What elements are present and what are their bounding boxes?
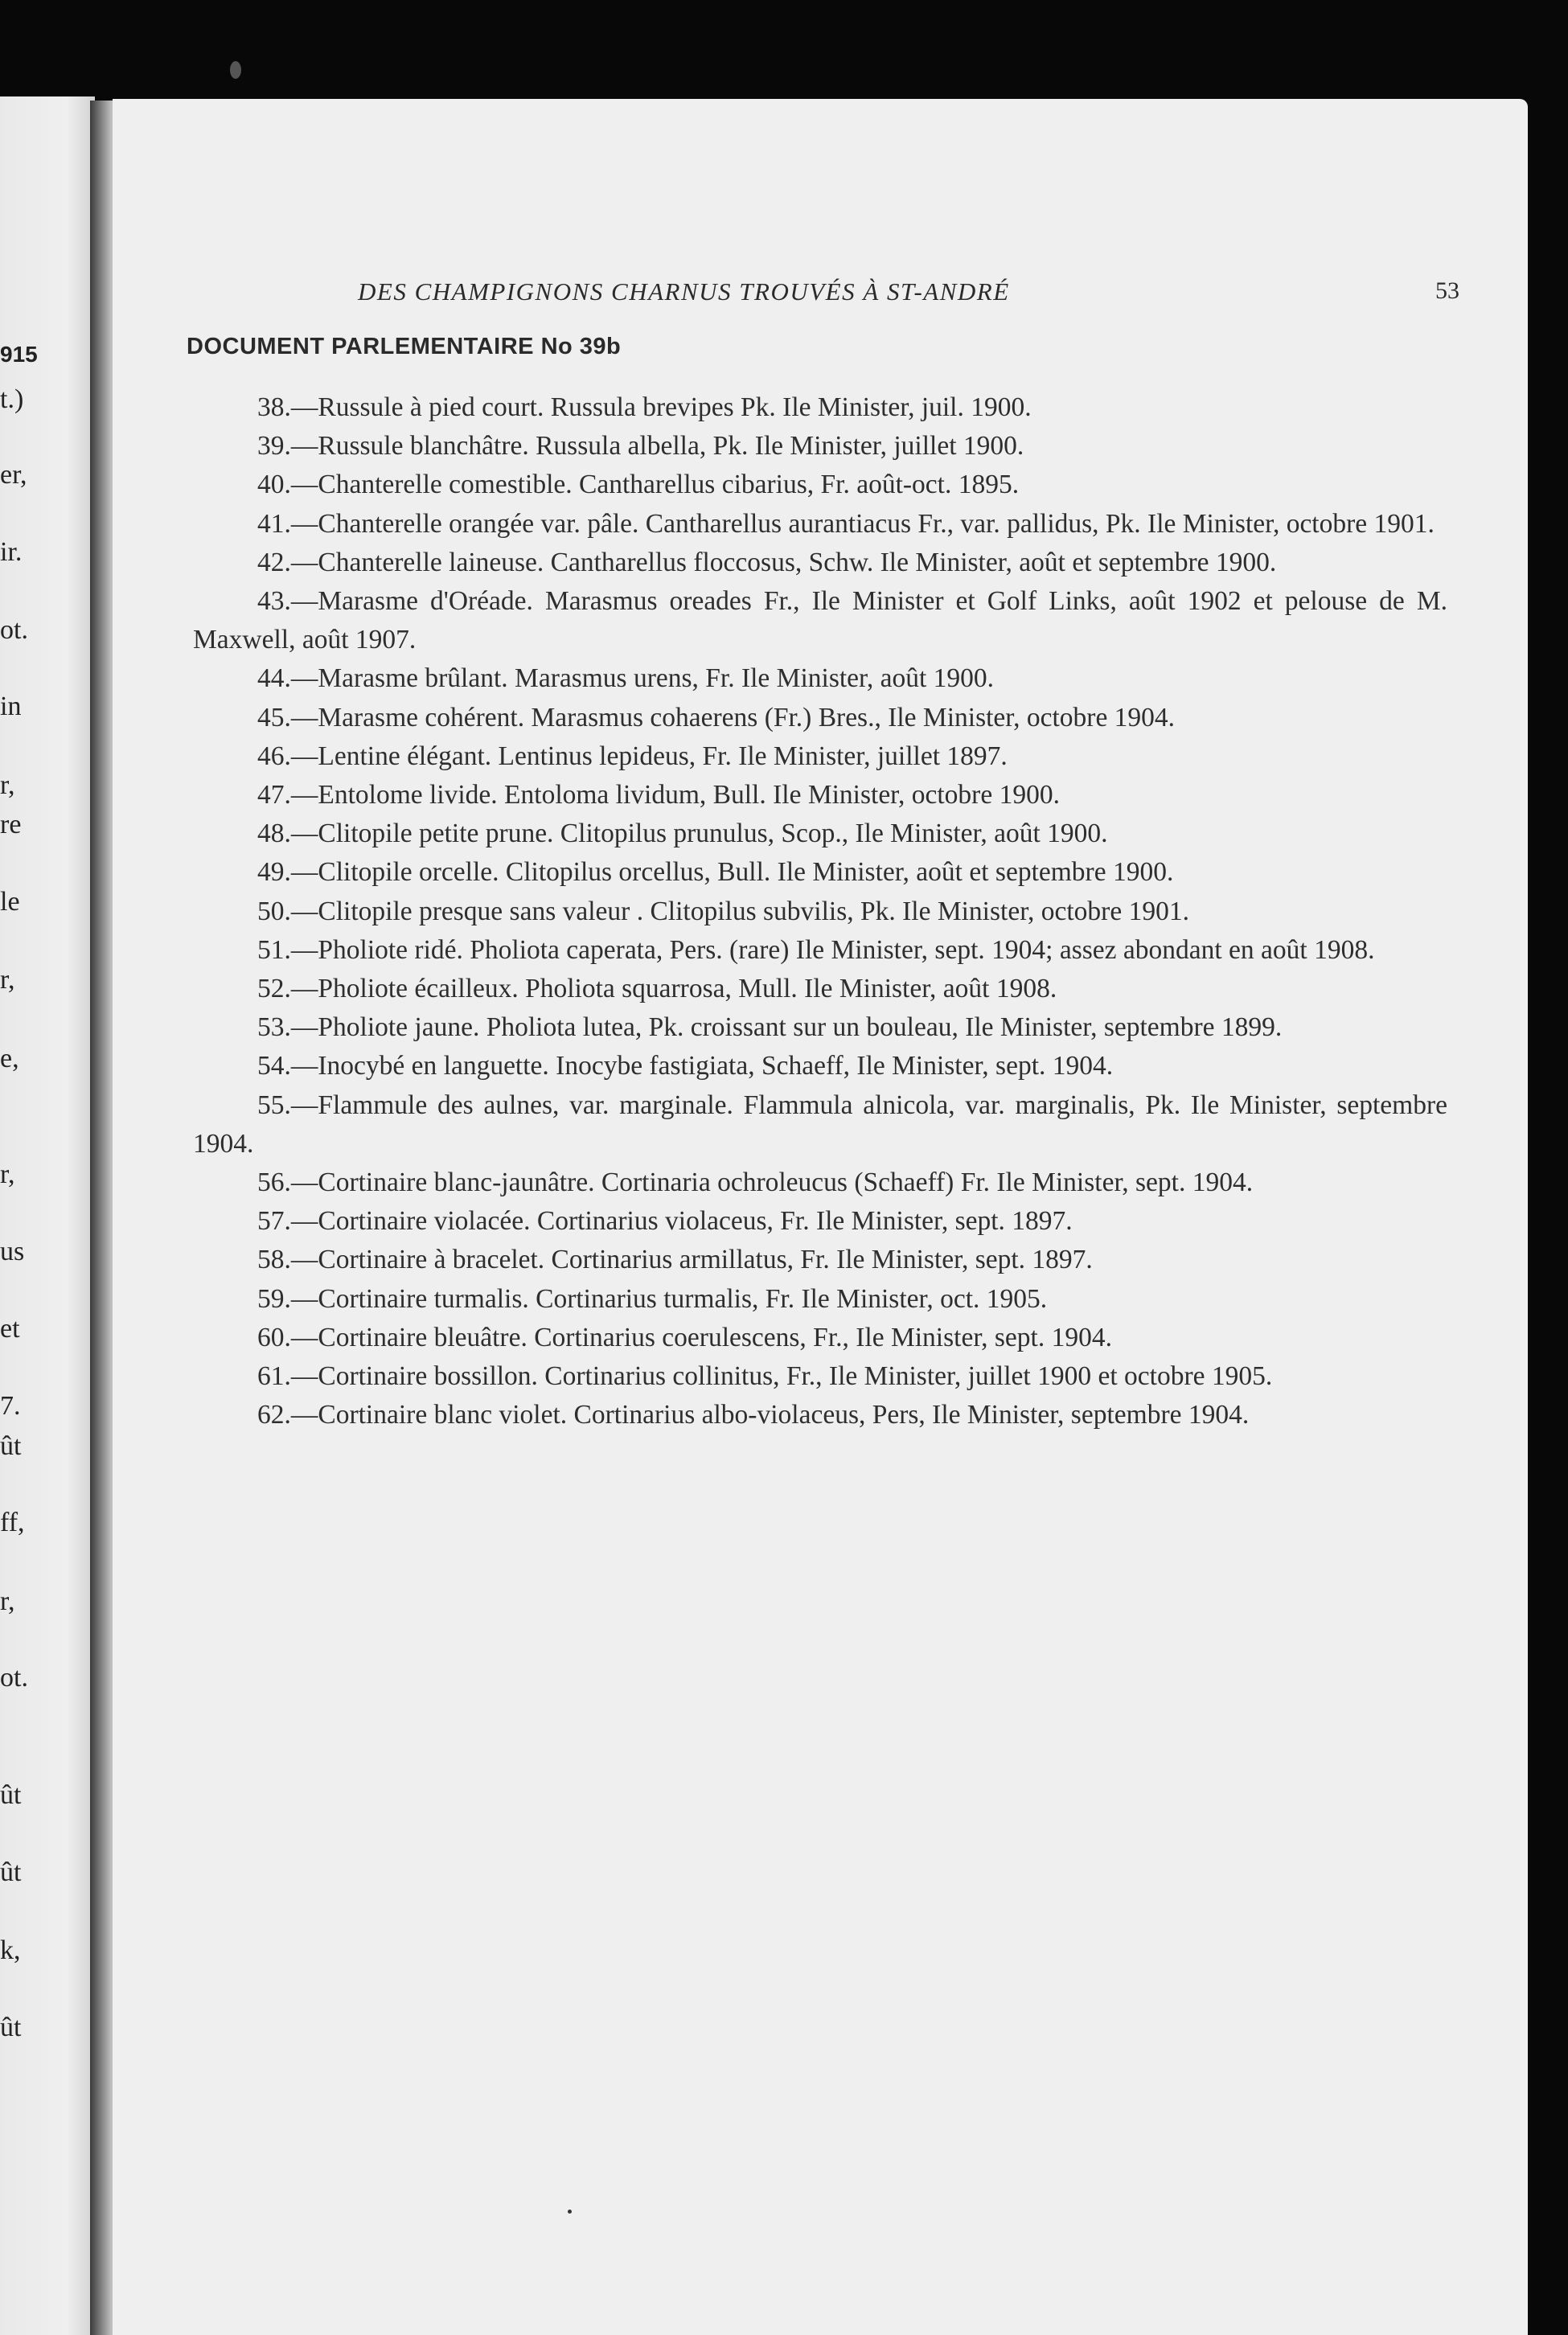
species-entry: 56.—Cortinaire blanc-jaunâtre. Cortinaria ochroleucus (Schaeff) Fr. Ile Minister, sept. 1904.: [257, 1168, 1254, 1198]
left-page-fragment: le: [0, 887, 20, 917]
species-entry: 40.—Chanterelle comestible. Cantharellus cibarius, Fr. août-oct. 1895.: [257, 470, 1020, 500]
species-entry: 45.—Marasme cohérent. Marasmus cohaerens (Fr.) Bres., Ile Minister, octobre 1904.: [257, 702, 1176, 733]
species-entry: 55.—Flammule des aulnes, var. marginale. Flammula alnicola, var. marginalis, Pk. Ile Minister, septembre 1904.: [193, 1090, 1447, 1159]
species-entry: 60.—Cortinaire bleuâtre. Cortinarius coerulescens, Fr., Ile Minister, sept. 1904.: [257, 1322, 1112, 1352]
left-page-fragment: ût: [0, 1857, 22, 1887]
left-page-fragment: r,: [0, 965, 15, 995]
left-page-fragment: 915: [0, 342, 38, 367]
dust-speck: [230, 61, 241, 79]
species-entry: 38.—Russule à pied court. Russula brevipes Pk. Ile Minister, juil. 1900.: [257, 392, 1032, 422]
species-entry: 43.—Marasme d'Oréade. Marasmus oreades Fr., Ile Minister et Golf Links, août 1902 et pelouse de M. Maxwell, août 1907.: [193, 586, 1447, 655]
left-page-fragment: in: [0, 691, 22, 721]
left-page-fragment: ff,: [0, 1508, 25, 1537]
species-entry: 50.—Clitopile presque sans valeur . Clitopilus subvilis, Pk. Ile Minister, octobre 1901.: [257, 896, 1189, 926]
left-page-fragment: ût: [0, 1780, 22, 1810]
left-page-fragment: r,: [0, 770, 15, 800]
left-page-fragment: ût: [0, 2013, 22, 2042]
species-entry: 58.—Cortinaire à bracelet. Cortinarius armillatus, Fr. Ile Minister, sept. 1897.: [257, 1245, 1093, 1275]
species-entry: 57.—Cortinaire violacée. Cortinarius violaceus, Fr. Ile Minister, sept. 1897.: [257, 1206, 1073, 1237]
species-entry: 61.—Cortinaire bossillon. Cortinarius collinitus, Fr., Ile Minister, juillet 1900 et octobre 1905.: [257, 1361, 1273, 1392]
species-entry: 46.—Lentine élégant. Lentinus lepideus, Fr. Ile Minister, juillet 1897.: [257, 741, 1008, 771]
species-entry: 47.—Entolome livide. Entoloma lividum, Bull. Ile Minister, octobre 1900.: [257, 780, 1060, 810]
left-page-fragment: us: [0, 1237, 25, 1266]
species-entry: 52.—Pholiote écailleux. Pholiota squarrosa, Mull. Ile Minister, août 1908.: [257, 974, 1057, 1004]
left-page-fragment: r,: [0, 1159, 15, 1189]
running-title: DES CHAMPIGNONS CHARNUS TROUVÉS À ST-ANDRÉ: [358, 277, 1010, 306]
species-entry: 59.—Cortinaire turmalis. Cortinarius turmalis, Fr. Ile Minister, oct. 1905.: [257, 1283, 1048, 1314]
species-entry: 39.—Russule blanchâtre. Russula albella, Pk. Ile Minister, juillet 1900.: [257, 431, 1024, 462]
book-page: [113, 99, 1528, 2335]
species-entry: 53.—Pholiote jaune. Pholiota lutea, Pk. croissant sur un bouleau, Ile Minister, septembre 1899.: [257, 1012, 1283, 1043]
species-entry: 62.—Cortinaire blanc violet. Cortinarius albo-violaceus, Pers, Ile Minister, septembre 1904.: [257, 1400, 1250, 1430]
left-page-fragment: er,: [0, 460, 27, 490]
species-entry: 42.—Chanterelle laineuse. Cantharellus floccosus, Schw. Ile Minister, août et septembre 1900.: [257, 547, 1277, 577]
left-page-edge: [0, 96, 95, 2335]
left-page-fragment: e,: [0, 1044, 19, 1073]
species-entry: 48.—Clitopile petite prune. Clitopilus prunulus, Scop., Ile Minister, août 1900.: [257, 819, 1108, 849]
left-page-fragment: t.): [0, 384, 24, 414]
ink-speck: [568, 2210, 572, 2214]
document-label: DOCUMENT PARLEMENTAIRE No 39b: [187, 334, 622, 359]
left-page-fragment: ot.: [0, 615, 28, 645]
left-page-fragment: ot.: [0, 1663, 28, 1693]
species-list: [193, 388, 1447, 1434]
left-page-fragment: et: [0, 1314, 20, 1344]
left-page-fragment: 7.: [0, 1391, 21, 1421]
species-entry: 54.—Inocybé en languette. Inocybe fastigiata, Schaeff, Ile Minister, sept. 1904.: [257, 1051, 1114, 1081]
species-entry: 51.—Pholiote ridé. Pholiota caperata, Pers. (rare) Ile Minister, sept. 1904; assez abondant en août 1908.: [257, 934, 1375, 965]
left-page-fragment: re: [0, 810, 22, 839]
left-page-fragment: k,: [0, 1935, 21, 1965]
left-page-fragment: ir.: [0, 537, 23, 567]
left-page-fragment: ût: [0, 1431, 22, 1461]
species-entry: 49.—Clitopile orcelle. Clitopilus orcellus, Bull. Ile Minister, août et septembre 1900.: [257, 857, 1174, 888]
species-entry: 41.—Chanterelle orangée var. pâle. Cantharellus aurantiacus Fr., var. pallidus, Pk. Ile Minister, octobre 1901.: [257, 508, 1435, 539]
species-entry: 44.—Marasme brûlant. Marasmus urens, Fr. Ile Minister, août 1900.: [257, 663, 995, 694]
page-number: 53: [1435, 277, 1459, 304]
left-page-fragment: r,: [0, 1586, 15, 1616]
